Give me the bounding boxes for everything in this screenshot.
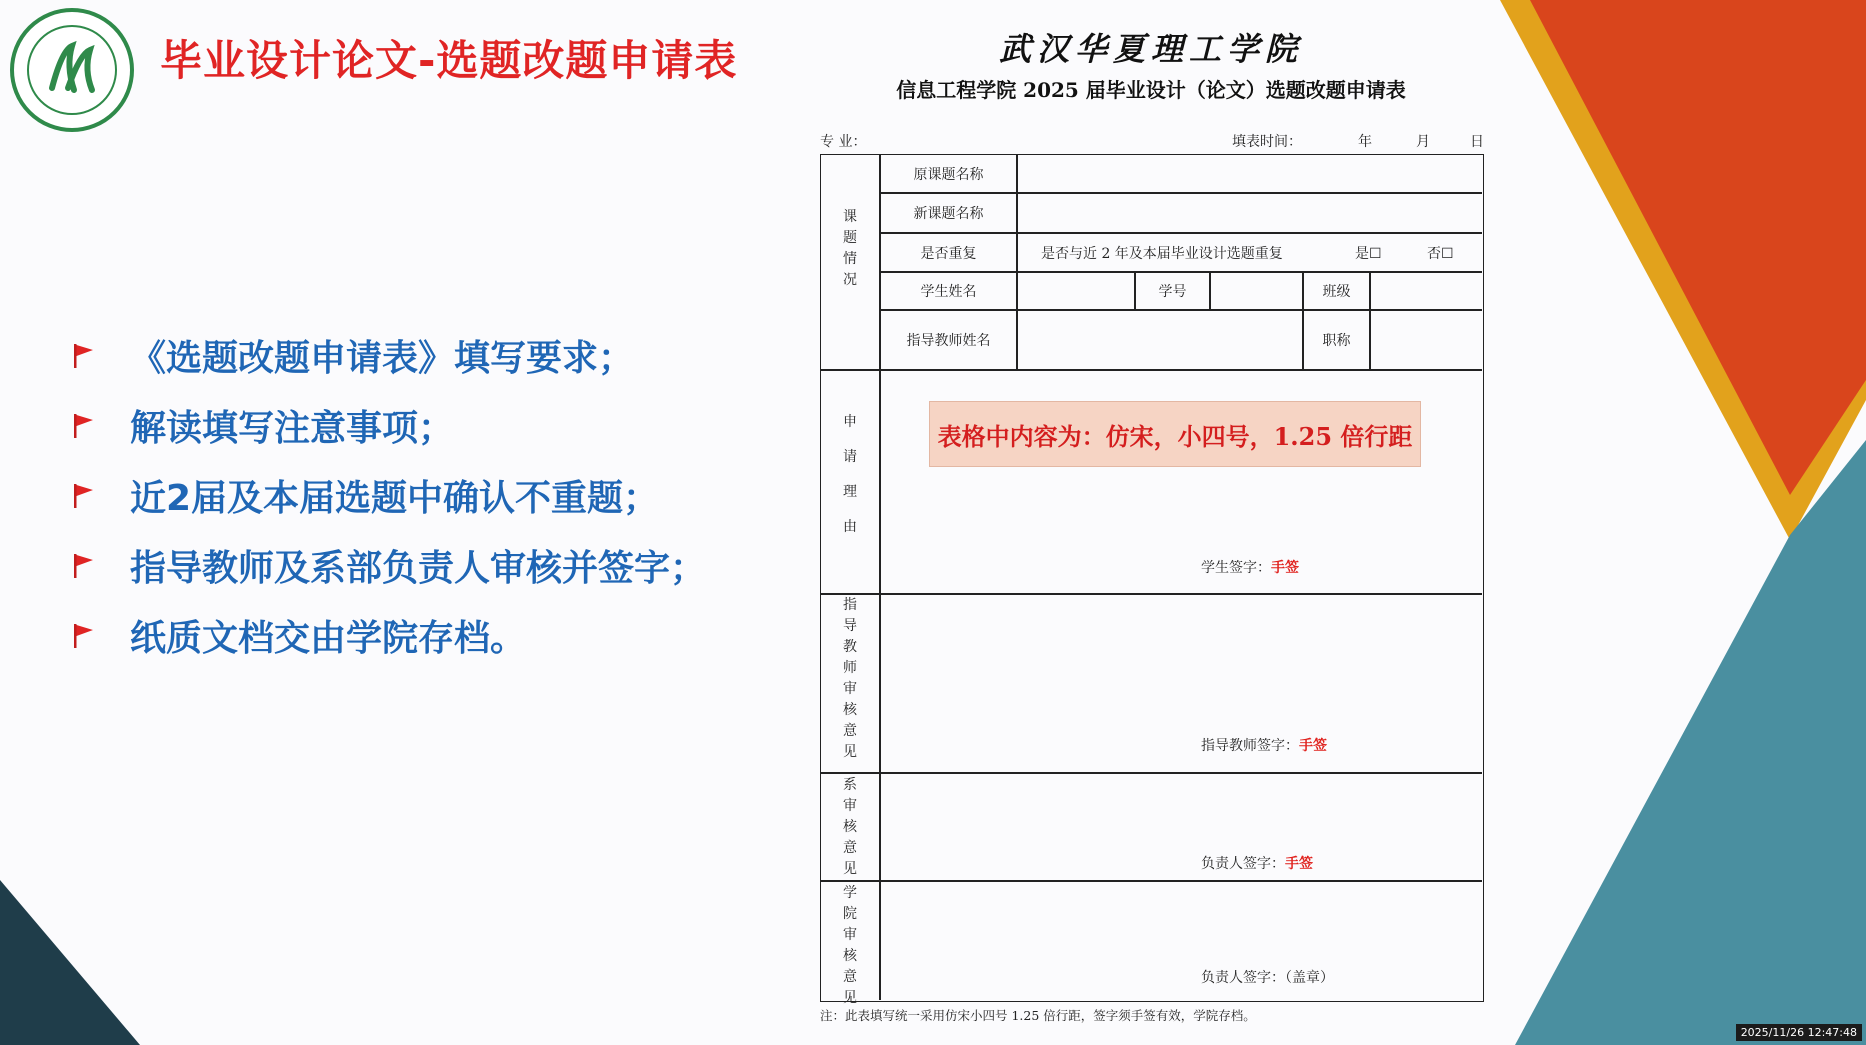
section-topic-label: 课题情况 <box>843 209 857 288</box>
bullet-text: 指导教师及系部负责人审核并签字； <box>130 548 707 589</box>
date-day: 日 <box>1470 134 1484 150</box>
class-label: 班级 <box>1322 284 1351 300</box>
bullet-text: 解读填写注意事项； <box>130 408 455 449</box>
major-label: 专 业： <box>820 134 867 150</box>
date-label: 填表时间： <box>1232 134 1302 150</box>
slide-title: 毕业设计论文-选题改题申请表 <box>160 36 738 85</box>
format-hint-callout: 表格中内容为：仿宋，小四号，1.25 倍行距 <box>929 401 1421 467</box>
date-year: 年 <box>1358 134 1372 150</box>
form-note: 注：此表填写统一采用仿宋小四号 1.25 倍行距，签字须手签有效，学院存档。 <box>820 1008 1256 1023</box>
school-seal-logo <box>8 6 136 134</box>
bullet-text: 近2届及本届选题中确认不重题； <box>130 478 660 519</box>
red-flag-icon <box>72 484 94 508</box>
duplicate-yes-checkbox[interactable]: 是☐ <box>1355 245 1382 262</box>
student-id-label: 学号 <box>1158 284 1187 300</box>
form-title: 信息工程学院 2025 届毕业设计（论文）选题改题申请表 <box>896 78 1406 102</box>
application-form <box>818 18 1484 1028</box>
teacher-name-label: 指导教师姓名 <box>906 333 991 349</box>
student-signature: 学生签字：手签 <box>1201 560 1299 576</box>
red-flag-icon <box>72 344 94 368</box>
title-rank-label: 职称 <box>1322 333 1351 349</box>
section-dept-label: 系审核意见 <box>843 777 857 877</box>
duplicate-no-checkbox[interactable]: 否☐ <box>1427 245 1454 262</box>
new-topic-label: 新课题名称 <box>913 206 984 222</box>
student-name-label: 学生姓名 <box>920 284 977 300</box>
school-name: 武汉华夏理工学院 <box>998 30 1303 68</box>
section-teacher-label: 指导教师审核意见 <box>843 597 857 760</box>
red-flag-icon <box>72 414 94 438</box>
bullet-text: 《选题改题申请表》填写要求； <box>130 338 635 379</box>
orig-topic-label: 原课题名称 <box>913 166 984 183</box>
section-college-label: 学院审核意见 <box>843 885 857 1006</box>
dept-signature: 负责人签字：手签 <box>1201 856 1313 872</box>
duplicate-question: 是否与近 2 年及本届毕业设计选题重复 <box>1041 245 1283 262</box>
teacher-signature: 指导教师签字：手签 <box>1201 738 1327 754</box>
duplicate-label: 是否重复 <box>920 245 977 262</box>
section-reason-label: 申请理由 <box>843 414 857 535</box>
red-flag-icon <box>72 624 94 648</box>
date-month: 月 <box>1416 134 1430 150</box>
college-signature: 负责人签字：（盖章） <box>1201 970 1334 986</box>
bullet-text: 纸质文档交由学院存档。 <box>130 618 527 659</box>
form-table <box>820 154 1484 1006</box>
red-flag-icon <box>72 554 94 578</box>
screenshot-timestamp: 2025/11/26 12:47:48 <box>1736 1024 1862 1041</box>
